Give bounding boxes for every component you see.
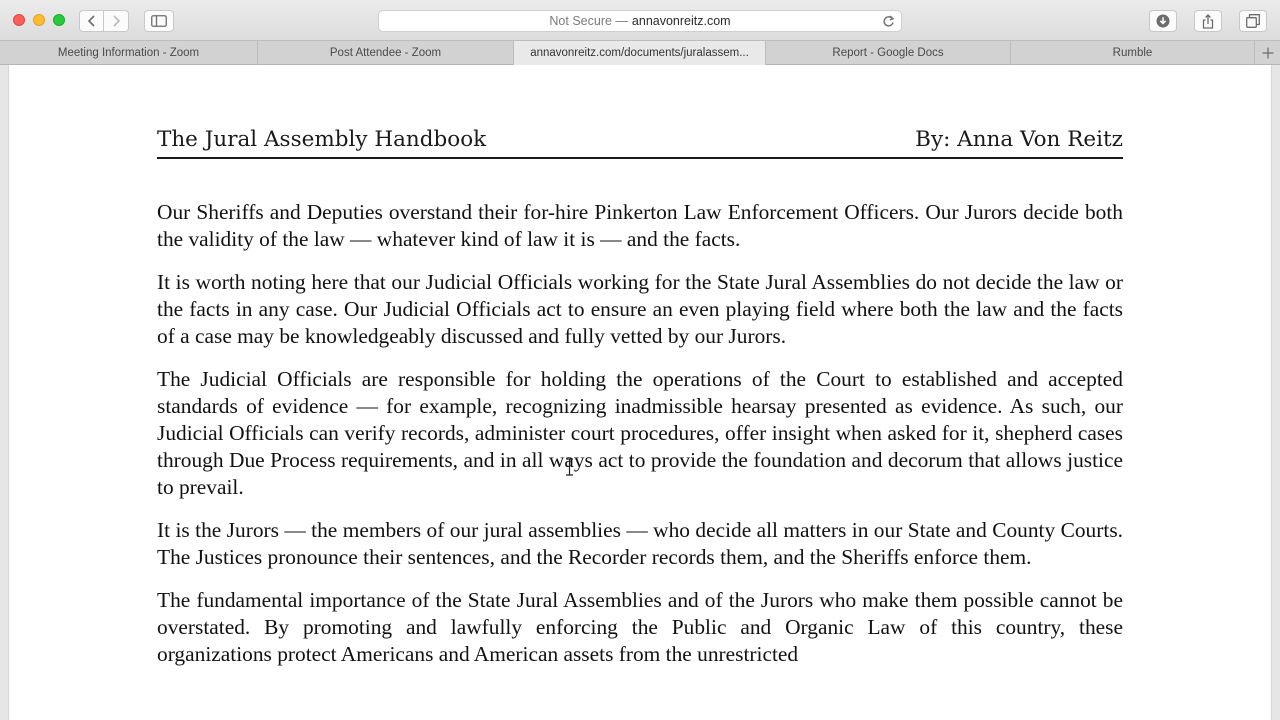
sidebar-icon: [151, 15, 167, 27]
document-page: [8, 65, 1272, 720]
share-icon: [1201, 14, 1215, 29]
close-window-button[interactable]: [13, 14, 25, 26]
tab-label: Meeting Information - Zoom: [57, 47, 200, 59]
tab-jural-assembly-document[interactable]: [514, 41, 766, 65]
paragraph: It is worth noting here that our Judicial Officials working for the State Jural Assemblies do not decide the law or the facts in any case. Our Judicial Officials act to ensure an even playing field where both the law and the facts of a case may be knowledgeably discussed and fully vetted by our Jurors.: [157, 270, 1123, 348]
tab-overview-button[interactable]: [1239, 10, 1267, 32]
chevron-right-icon: [111, 15, 121, 27]
download-icon: [1156, 14, 1170, 28]
paragraph: The Judicial Officials are responsible for holding the operations of the Court to established and accepted standards of evidence — for example, recognizing inadmissible hearsay presented as evidence. As such, our Judicial Officials can verify records, administer court procedures, offer insight when asked for it, shepherd cases through Due Process requirements, and in all ways act to provide the foundation and decorum that allows justice to prevail.: [157, 367, 1123, 499]
document-header: [157, 123, 1123, 159]
tab-rumble[interactable]: [1011, 41, 1255, 65]
downloads-button[interactable]: [1149, 10, 1177, 32]
document-body: [157, 199, 1123, 684]
address-bar[interactable]: [378, 10, 902, 32]
chevron-left-icon: [87, 15, 97, 27]
text-cursor-icon: [565, 458, 574, 476]
back-button[interactable]: [79, 10, 104, 32]
reload-button[interactable]: [882, 14, 895, 31]
paragraph: It is the Jurors — the members of our jural assemblies — who decide all matters in our State and County Courts. The Justices pronounce their sentences, and the Recorder records them, and the Sheriffs enforce them.: [157, 518, 1123, 569]
sidebar-toggle-button[interactable]: [144, 10, 174, 32]
forward-button[interactable]: [104, 10, 129, 32]
url-domain: annavonreitz.com: [631, 14, 731, 28]
page-viewport[interactable]: [0, 65, 1280, 720]
tab-bar: [0, 40, 1280, 65]
share-button[interactable]: [1194, 10, 1222, 32]
tabs-overview-icon: [1246, 14, 1260, 28]
paragraph: The fundamental importance of the State Jural Assemblies and of the Jurors who make them possible cannot be overstated. By promoting and lawfully enforcing the Public and Organic Law of this country, these organizations protect Americans and American assets from the unrestricted: [157, 588, 1123, 666]
new-tab-button[interactable]: [1255, 41, 1280, 65]
minimize-window-button[interactable]: [33, 14, 45, 26]
browser-toolbar: [0, 0, 1280, 40]
tab-report-google-docs[interactable]: [766, 41, 1011, 65]
tab-label: Report - Google Docs: [832, 47, 944, 59]
document-title: The Jural Assembly Handbook: [157, 127, 487, 152]
tab-label: Post Attendee - Zoom: [329, 47, 442, 59]
plus-icon: [1262, 47, 1274, 59]
zoom-window-button[interactable]: [53, 14, 65, 26]
tab-label: annavonreitz.com/documents/juralassem...: [530, 47, 749, 59]
security-label: Not Secure —: [549, 14, 628, 28]
reload-icon: [882, 14, 895, 28]
tab-label: Rumble: [1112, 47, 1153, 59]
paragraph: Our Sheriffs and Deputies overstand their for-hire Pinkerton Law Enforcement Officers. Our Jurors decide both the validity of the law — whatever kind of law it is — and the facts.: [157, 200, 1123, 251]
tab-meeting-information[interactable]: [0, 41, 258, 65]
tab-post-attendee[interactable]: [258, 41, 514, 65]
document-author: By: Anna Von Reitz: [915, 127, 1123, 152]
